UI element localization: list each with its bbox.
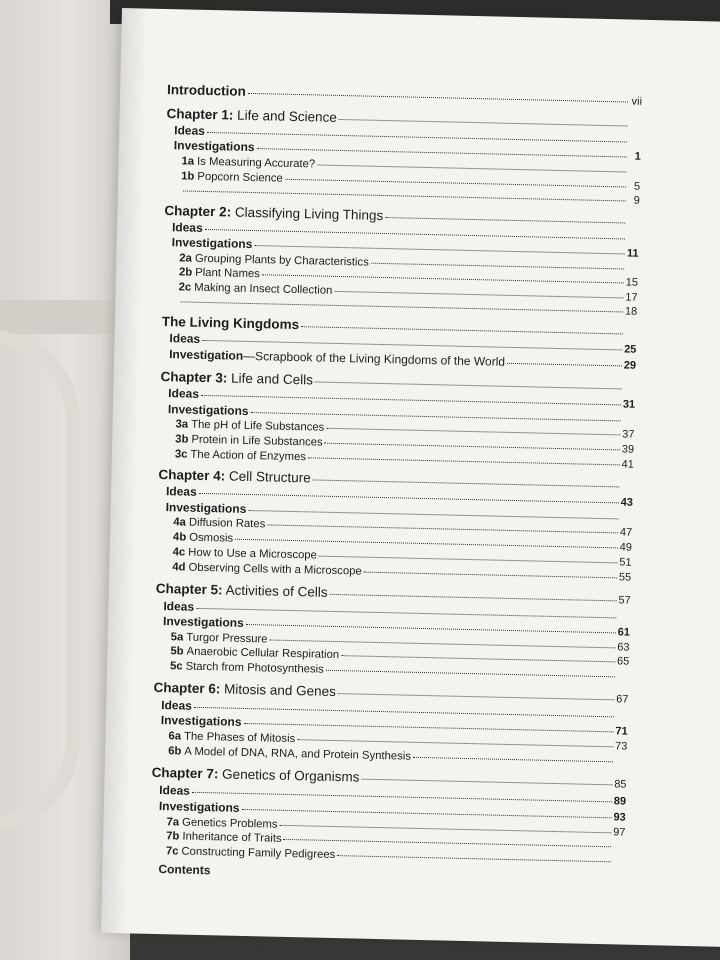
investigation-title: Diffusion Rates <box>188 517 266 531</box>
dot-leader <box>341 655 615 662</box>
dot-leader <box>337 855 611 862</box>
dot-leader <box>339 119 628 127</box>
toc-investigations-label <box>174 138 255 155</box>
dot-leader <box>301 326 623 334</box>
investigation-title: Popcorn Science <box>197 170 283 185</box>
chapter-number: Chapter 7: <box>151 764 219 781</box>
dot-leader <box>413 757 613 763</box>
investigation-code: 2b <box>178 266 193 280</box>
dot-leader <box>313 480 620 488</box>
table-of-contents <box>150 79 643 870</box>
page-footer: Contents <box>158 862 211 878</box>
toc-ideas-label: Ideas <box>168 386 200 401</box>
toc-investigations-label <box>163 614 244 631</box>
investigation-code: 3c <box>174 447 188 461</box>
dot-leader <box>246 624 616 633</box>
investigation-code: 7c <box>165 845 179 858</box>
investigation-code: 4a <box>173 516 187 529</box>
dot-leader <box>385 217 625 223</box>
dot-leader <box>317 164 626 172</box>
investigation-code: 2c <box>178 281 192 294</box>
investigation-title: Is Measuring Accurate? <box>196 155 316 171</box>
page-number: 17 <box>625 291 638 304</box>
dot-leader <box>326 428 620 436</box>
investigation-code: 5b <box>170 645 184 658</box>
dot-leader <box>361 778 612 785</box>
investigation-code: 6b <box>168 744 182 758</box>
investigation-title: Starch from Photosynthesis <box>185 660 324 676</box>
investigation-title: Anaerobic Cellular Respiration <box>186 645 340 662</box>
toc-investigation-entry <box>175 447 306 465</box>
chapter-number: Chapter 4: <box>158 467 226 484</box>
investigations-heading: Investigations <box>165 500 247 517</box>
page-number: 39 <box>621 443 635 456</box>
toc-investigations-label <box>159 799 240 816</box>
chapter-topic: Mitosis and Genes <box>220 681 337 699</box>
toc-investigation-entry <box>172 560 362 579</box>
dot-leader <box>308 457 620 465</box>
investigation-code: 1b <box>181 170 195 183</box>
investigations-heading: Investigations <box>160 713 242 729</box>
page-number: 73 <box>614 740 628 753</box>
dot-leader <box>297 739 613 747</box>
investigation-code: 3a <box>175 418 189 431</box>
chapter-number: Chapter 6: <box>153 679 221 697</box>
page-number: 55 <box>618 571 632 584</box>
investigations-heading: Investigations <box>162 613 244 630</box>
investigations-heading: Investigations <box>158 798 240 815</box>
page-number: 29 <box>623 359 637 372</box>
investigations-heading: Investigations <box>173 138 255 155</box>
section-title: Introduction <box>166 82 247 99</box>
investigation-code: 6a <box>168 730 182 743</box>
section-title: The Living Kingdoms <box>161 313 300 333</box>
dot-leader <box>325 442 620 450</box>
investigation-code: 5c <box>169 660 183 673</box>
dot-leader <box>267 525 618 534</box>
investigation-code: 7b <box>166 830 180 843</box>
dot-leader <box>280 824 612 833</box>
toc-investigation-entry <box>166 844 336 863</box>
chapter-topic: Life and Cells <box>227 370 314 388</box>
page-number: 97 <box>613 825 626 839</box>
page-number: 63 <box>617 640 630 654</box>
dot-leader <box>180 301 623 312</box>
investigation-title: Plant Names <box>195 267 260 281</box>
toc-ideas-label: Ideas <box>159 782 191 798</box>
investigation-code: 4b <box>172 531 187 544</box>
dot-leader <box>326 670 615 678</box>
page-number: 85 <box>614 777 627 791</box>
investigations-heading: Investigations <box>167 402 249 418</box>
chapter-number: Chapter 1: <box>166 106 234 123</box>
facing-page-band <box>0 300 130 334</box>
dot-leader <box>248 93 628 103</box>
page-number: 65 <box>616 655 630 669</box>
dot-leader <box>507 363 622 367</box>
investigations-heading: Investigations <box>171 234 253 251</box>
investigation-title: Constructing Family Pedigrees <box>181 845 336 862</box>
dot-leader <box>242 808 612 817</box>
dot-leader <box>319 556 617 564</box>
toc-ideas-label: Ideas <box>171 219 203 235</box>
dot-leader <box>364 571 617 578</box>
chapter-topic: Classifying Living Things <box>231 204 384 223</box>
page-number: 11 <box>626 247 639 260</box>
page-number: 15 <box>625 276 639 290</box>
investigation-title: The Action of Enzymes <box>190 448 307 463</box>
investigation-title: Osmosis <box>189 531 234 545</box>
contents-page <box>101 8 720 947</box>
toc-ideas-label: Ideas <box>165 484 197 500</box>
facing-page-curve <box>0 330 80 830</box>
chapter-topic: Cell Structure <box>224 468 311 486</box>
page-number: 49 <box>619 541 633 554</box>
toc-investigation-entry <box>173 530 233 546</box>
page-number: 1 <box>634 150 641 163</box>
dot-leader <box>284 839 612 847</box>
investigation-code: 7a <box>166 815 180 829</box>
dot-leader <box>334 291 623 299</box>
toc-investigation-entry <box>170 659 324 677</box>
chapter-topic: Activities of Cells <box>222 581 328 600</box>
page-number: 9 <box>633 194 640 207</box>
investigation-code: 4d <box>172 561 186 574</box>
toc-ideas-label: Ideas <box>169 331 201 346</box>
toc-chapter-title <box>167 81 246 101</box>
page-number: 47 <box>619 526 633 540</box>
page-number: 51 <box>619 556 632 569</box>
investigation-title: Grouping Plants by Characteristics <box>194 252 369 269</box>
page-number: 57 <box>618 593 631 607</box>
investigation-title: Inheritance of Traits <box>182 830 282 846</box>
investigation-title: Turgor Pressure <box>186 631 268 646</box>
investigation-title: —Scrapbook of the Living Kingdoms of the World <box>242 348 506 369</box>
investigation-code: 2a <box>179 251 193 265</box>
chapter-number: Chapter 2: <box>164 202 232 220</box>
page-number: 37 <box>622 428 635 441</box>
investigation-code: 1a <box>181 155 195 168</box>
page-number: 67 <box>616 693 629 706</box>
dot-leader <box>257 148 627 157</box>
page-number: 5 <box>633 180 641 193</box>
dot-leader <box>338 693 614 700</box>
toc-investigations-label <box>161 713 242 730</box>
page-number: 43 <box>620 496 634 510</box>
toc-investigations-label <box>172 235 253 252</box>
dot-leader <box>315 381 622 389</box>
page-number: 25 <box>623 343 637 356</box>
dot-leader <box>254 245 624 254</box>
investigation-title: Observing Cells with a Microscope <box>188 561 362 578</box>
page-number: 93 <box>613 810 626 824</box>
investigation-title: Making an Insect Collection <box>194 281 333 298</box>
page-number: 89 <box>613 794 627 808</box>
chapter-topic: Life and Science <box>233 107 338 125</box>
dot-leader <box>262 275 624 284</box>
toc-ideas-label: Ideas <box>174 123 206 138</box>
chapter-topic: Genetics of Organisms <box>218 765 360 785</box>
investigation-title: Genetics Problems <box>181 816 278 831</box>
page-number: 71 <box>615 725 628 738</box>
investigation-title: The pH of Life Substances <box>191 418 325 434</box>
dot-leader <box>183 190 626 201</box>
investigation-code: 3b <box>175 433 189 446</box>
investigation-title: A Model of DNA, RNA, and Protein Synthesis <box>184 745 412 763</box>
investigation-title: Protein in Life Substances <box>191 433 323 449</box>
dot-leader <box>371 262 624 269</box>
dot-leader <box>330 593 617 601</box>
toc-ideas-label: Ideas <box>161 698 193 713</box>
chapter-number: Chapter 5: <box>155 580 223 597</box>
toc-ideas-label: Ideas <box>163 598 195 614</box>
chapter-number: Chapter 3: <box>160 368 228 386</box>
investigation-title: The Phases of Mitosis <box>183 730 296 746</box>
dot-leader <box>269 639 615 648</box>
investigation-code: 4c <box>172 546 186 559</box>
page-number: 31 <box>622 398 636 411</box>
toc-investigation-entry <box>181 169 283 186</box>
page-number: 18 <box>624 305 638 318</box>
investigation-title: How to Use a Microscope <box>188 546 318 562</box>
page-number: 61 <box>617 625 631 639</box>
dot-leader <box>243 723 613 732</box>
page-number: vii <box>631 95 643 108</box>
investigation-code: 5a <box>170 630 184 644</box>
page-number: 41 <box>621 458 634 471</box>
dot-leader <box>285 179 626 188</box>
investigations-heading: Investigation <box>169 347 244 363</box>
